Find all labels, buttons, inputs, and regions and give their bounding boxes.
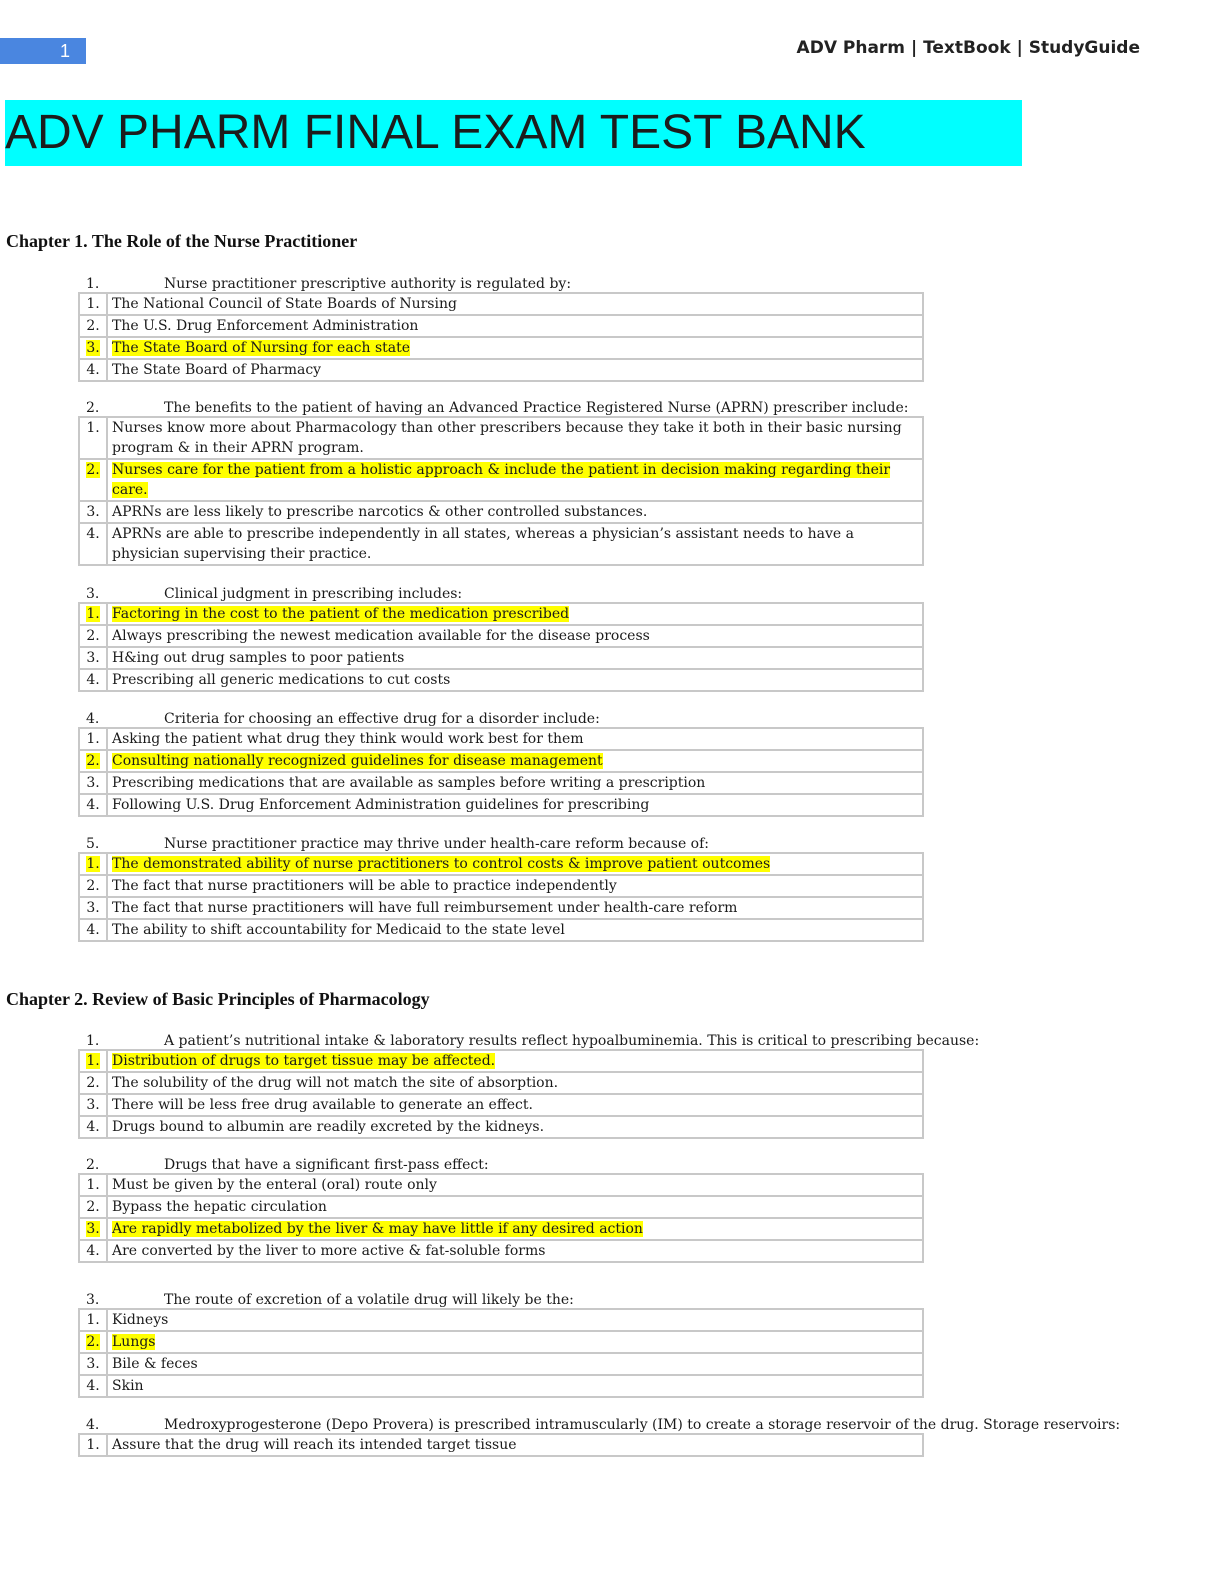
answer-options-table	[78, 852, 924, 942]
option-number: 3.	[79, 501, 107, 523]
question-number: 4.	[86, 1417, 100, 1433]
answer-option-correct	[79, 750, 923, 772]
option-text: Nurses know more about Pharmacology than other prescribers because they take it both in their basic nursing program & in their APRN program.	[107, 417, 923, 459]
option-text: APRNs are less likely to prescribe narcotics & other controlled substances.	[107, 501, 923, 523]
option-number: 3.	[79, 647, 107, 669]
question-text: Nurse practitioner prescriptive authority is regulated by:	[164, 276, 572, 292]
option-number: 2.	[79, 625, 107, 647]
document-title: ADV PHARM FINAL EXAM TEST BANK	[5, 100, 1022, 166]
option-text: The ability to shift accountability for Medicaid to the state level	[107, 919, 923, 941]
option-number: 2.	[79, 1072, 107, 1094]
answer-options-table	[78, 602, 924, 692]
question-stem	[78, 274, 1218, 294]
answer-option-correct	[79, 1218, 923, 1240]
question-number: 1.	[86, 1033, 100, 1049]
question-stem	[78, 1290, 1218, 1310]
answer-option	[79, 728, 923, 750]
answer-option-correct	[79, 1050, 923, 1072]
option-number: 1.	[79, 1309, 107, 1331]
answer-option	[79, 1094, 923, 1116]
option-number: 1.	[79, 603, 107, 625]
option-text: Bypass the hepatic circulation	[107, 1196, 923, 1218]
question-stem	[78, 1031, 1218, 1051]
option-number: 4.	[79, 794, 107, 816]
question-text: Criteria for choosing an effective drug for a disorder include:	[164, 711, 600, 727]
option-text: The National Council of State Boards of Nursing	[107, 293, 923, 315]
answer-option	[79, 1309, 923, 1331]
answer-option-correct	[79, 1331, 923, 1353]
option-number: 2.	[79, 750, 107, 772]
option-text: H&ing out drug samples to poor patients	[107, 647, 923, 669]
answer-option	[79, 501, 923, 523]
option-text: The State Board of Nursing for each state	[107, 337, 923, 359]
option-text: The U.S. Drug Enforcement Administration	[107, 315, 923, 337]
answer-option	[79, 293, 923, 315]
answer-options-table	[78, 1049, 924, 1139]
answer-option-correct	[79, 603, 923, 625]
answer-option-correct	[79, 853, 923, 875]
option-text: Factoring in the cost to the patient of the medication prescribed	[107, 603, 923, 625]
answer-option	[79, 647, 923, 669]
question-text: Medroxyprogesterone (Depo Provera) is prescribed intramuscularly (IM) to create a storage reservoir of the drug. Storage reservoirs:	[164, 1417, 1121, 1433]
option-number: 3.	[79, 1353, 107, 1375]
option-text: Kidneys	[107, 1309, 923, 1331]
option-number: 1.	[79, 1050, 107, 1072]
chapter-heading: Chapter 1. The Role of the Nurse Practitioner	[6, 231, 358, 251]
answer-option	[79, 1116, 923, 1138]
question-text: The benefits to the patient of having an Advanced Practice Registered Nurse (APRN) prescriber include:	[164, 400, 909, 416]
question-stem	[78, 709, 1218, 729]
question-text: Drugs that have a significant first-pass effect:	[164, 1157, 489, 1173]
option-text: Nurses care for the patient from a holistic approach & include the patient in decision making regarding their care.	[107, 459, 923, 501]
option-text: The fact that nurse practitioners will have full reimbursement under health-care reform	[107, 897, 923, 919]
option-number: 1.	[79, 1174, 107, 1196]
answer-option	[79, 1375, 923, 1397]
option-text: Always prescribing the newest medication available for the disease process	[107, 625, 923, 647]
answer-options-table	[78, 1433, 924, 1457]
question-number: 4.	[86, 711, 100, 727]
answer-option	[79, 919, 923, 941]
question-stem	[78, 584, 1218, 604]
option-number: 4.	[79, 669, 107, 691]
answer-option	[79, 1196, 923, 1218]
option-text: There will be less free drug available to generate an effect.	[107, 1094, 923, 1116]
running-header: ADV Pharm | TextBook | StudyGuide	[796, 38, 1140, 58]
answer-option	[79, 772, 923, 794]
answer-option	[79, 669, 923, 691]
answer-options-table	[78, 1173, 924, 1263]
option-text: Distribution of drugs to target tissue may be affected.	[107, 1050, 923, 1072]
option-number: 1.	[79, 417, 107, 459]
option-number: 4.	[79, 919, 107, 941]
option-text: The State Board of Pharmacy	[107, 359, 923, 381]
answer-option	[79, 1353, 923, 1375]
option-number: 4.	[79, 1375, 107, 1397]
option-text: The solubility of the drug will not match the site of absorption.	[107, 1072, 923, 1094]
option-number: 2.	[79, 315, 107, 337]
page-number-box	[0, 38, 86, 64]
answer-option-correct	[79, 337, 923, 359]
option-text: The fact that nurse practitioners will be able to practice independently	[107, 875, 923, 897]
option-text: Are converted by the liver to more active & fat-soluble forms	[107, 1240, 923, 1262]
option-number: 1.	[79, 293, 107, 315]
option-text: APRNs are able to prescribe independently in all states, whereas a physician’s assistant needs to have a physician supervising their practice.	[107, 523, 923, 565]
option-number: 1.	[79, 1434, 107, 1456]
answer-option	[79, 1072, 923, 1094]
question-text: Nurse practitioner practice may thrive under health-care reform because of:	[164, 836, 710, 852]
option-text: Consulting nationally recognized guidelines for disease management	[107, 750, 923, 772]
option-text: Must be given by the enteral (oral) route only	[107, 1174, 923, 1196]
answer-options-table	[78, 292, 924, 382]
option-number: 4.	[79, 523, 107, 565]
option-number: 3.	[79, 897, 107, 919]
option-text: Are rapidly metabolized by the liver & may have little if any desired action	[107, 1218, 923, 1240]
option-number: 3.	[79, 1094, 107, 1116]
answer-option	[79, 897, 923, 919]
option-text: The demonstrated ability of nurse practitioners to control costs & improve patient outcomes	[107, 853, 923, 875]
answer-option-correct	[79, 459, 923, 501]
option-text: Drugs bound to albumin are readily excreted by the kidneys.	[107, 1116, 923, 1138]
answer-option	[79, 625, 923, 647]
question-text: Clinical judgment in prescribing includes:	[164, 586, 463, 602]
option-text: Following U.S. Drug Enforcement Administration guidelines for prescribing	[107, 794, 923, 816]
answer-options-table	[78, 727, 924, 817]
option-text: Prescribing medications that are available as samples before writing a prescription	[107, 772, 923, 794]
option-text: Bile & feces	[107, 1353, 923, 1375]
question-number: 2.	[86, 1157, 100, 1173]
answer-option	[79, 1434, 923, 1456]
question-number: 3.	[86, 1292, 100, 1308]
option-text: Prescribing all generic medications to cut costs	[107, 669, 923, 691]
option-number: 2.	[79, 875, 107, 897]
question-number: 5.	[86, 836, 100, 852]
answer-option	[79, 1240, 923, 1262]
answer-option	[79, 359, 923, 381]
question-number: 1.	[86, 276, 100, 292]
question-text: The route of excretion of a volatile drug will likely be the:	[164, 1292, 574, 1308]
option-number: 1.	[79, 853, 107, 875]
answer-option	[79, 875, 923, 897]
answer-option	[79, 1174, 923, 1196]
option-number: 4.	[79, 1240, 107, 1262]
answer-option	[79, 794, 923, 816]
option-number: 2.	[79, 1196, 107, 1218]
answer-options-table	[78, 416, 924, 566]
option-text: Assure that the drug will reach its intended target tissue	[107, 1434, 923, 1456]
option-number: 3.	[79, 772, 107, 794]
question-stem	[78, 1155, 1218, 1175]
option-number: 4.	[79, 359, 107, 381]
question-stem	[78, 398, 1218, 418]
option-number: 2.	[79, 1331, 107, 1353]
option-number: 2.	[79, 459, 107, 501]
option-number: 1.	[79, 728, 107, 750]
question-text: A patient’s nutritional intake & laboratory results reflect hypoalbuminemia. This is critical to prescribing because:	[164, 1033, 980, 1049]
answer-option	[79, 417, 923, 459]
chapter-heading: Chapter 2. Review of Basic Principles of Pharmacology	[6, 989, 430, 1009]
answer-options-table	[78, 1308, 924, 1398]
page-number: 1	[59, 41, 70, 61]
option-number: 3.	[79, 1218, 107, 1240]
question-number: 3.	[86, 586, 100, 602]
option-text: Skin	[107, 1375, 923, 1397]
option-number: 4.	[79, 1116, 107, 1138]
question-stem	[78, 834, 1218, 854]
question-stem	[78, 1415, 1218, 1435]
answer-option	[79, 523, 923, 565]
question-number: 2.	[86, 400, 100, 416]
option-number: 3.	[79, 337, 107, 359]
option-text: Asking the patient what drug they think would work best for them	[107, 728, 923, 750]
option-text: Lungs	[107, 1331, 923, 1353]
answer-option	[79, 315, 923, 337]
